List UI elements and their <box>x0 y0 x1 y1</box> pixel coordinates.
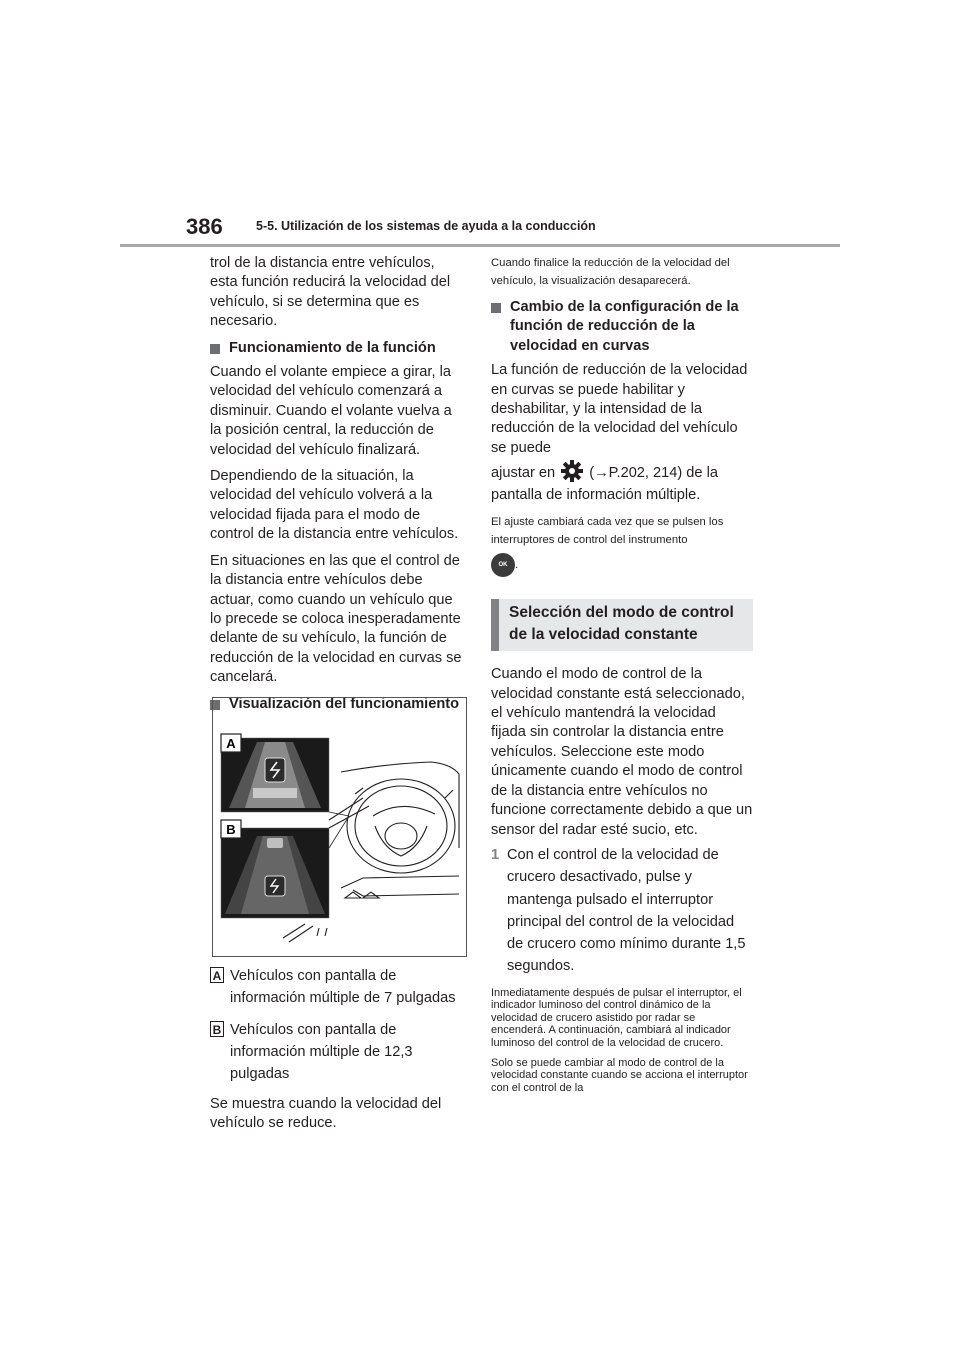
subheading-settings-text: Cambio de la configuración de la función de reducción de la velocidad en curvas <box>510 299 739 354</box>
legend-text-b: Vehículos con pantalla de información múltiple de 12,3 pulgadas <box>230 1022 413 1082</box>
legend-item-b <box>210 1019 466 1085</box>
display-panel-b <box>221 828 329 918</box>
header-rule <box>120 244 840 247</box>
operation-paragraph-3: En situaciones en las que el control de la distancia entre vehículos debe actuar, como cuando un vehículo que lo precede se coloca inesperadamente delante de su vehículo, la función de reducción de la velocidad en curvas se cancelará. <box>210 552 462 686</box>
section-heading-constant-speed: Selección del modo de control de la velocidad constante <box>491 599 753 651</box>
settings-paragraph: La función de reducción de la velocidad en curvas se puede habilitar y deshabilitar, y la intensidad de la reducción de la velocidad del vehículo se puede <box>491 362 748 456</box>
left-column <box>210 254 466 719</box>
step-1-text: Con el control de la velocidad de crucero desactivado, pulse y mantenga pulsado el interruptor principal del control de la velocidad de crucero como mínimo durante 1,5 segundos. <box>507 846 746 975</box>
settings-adjust-ref: (→P.202, 214) de la pantalla de información múltiple. <box>491 465 718 504</box>
step-1 <box>491 844 753 978</box>
section-title: 5-5. Utilización de los sistemas de ayuda a la conducción <box>256 219 596 233</box>
square-bullet-icon <box>491 303 501 313</box>
step-number: 1 <box>491 846 500 863</box>
settings-adjust-line <box>491 460 753 506</box>
subheading-operation-text: Funcionamiento de la función <box>229 339 436 356</box>
legend-tag-b: B <box>210 1021 224 1037</box>
ok-button-icon: OK <box>491 553 515 577</box>
square-bullet-icon <box>210 344 220 354</box>
gear-icon <box>561 460 583 482</box>
fine-note-1: Inmediatamente después de pulsar el interruptor, el indicador luminoso del control dinámico de la velocidad de crucero asistido por radar se encenderá. A continuación, cambiará al indicador luminoso del control de la velocidad de crucero. <box>491 986 742 1050</box>
legend-item-a <box>210 965 466 1009</box>
legend-text-a: Vehículos con pantalla de información múltiple de 7 pulgadas <box>230 968 456 1006</box>
note-end-of-reduction: Cuando finalice la reducción de la velocidad del vehículo, la visualización desaparecerá. <box>491 257 730 287</box>
fine-note-2: Solo se puede cambiar al modo de control de la velocidad constante cuando se acciona el interruptor con el control de la <box>491 1056 748 1094</box>
ok-button-line <box>491 553 753 577</box>
legend-tag-a: A <box>210 967 224 983</box>
subheading-operation <box>210 339 466 358</box>
right-column <box>491 254 753 1101</box>
figure-label-b: B <box>226 822 236 837</box>
operation-paragraph-2: Dependiendo de la situación, la velocidad del vehículo volverá a la velocidad fijada para el modo de control de la distancia entre vehículos. <box>210 468 459 543</box>
display-closing-paragraph: Se muestra cuando la velocidad del vehículo se reduce. <box>210 1096 442 1132</box>
operation-display-figure <box>212 697 467 957</box>
operation-paragraph-1: Cuando el volante empiece a girar, la velocidad del vehículo comenzará a disminuir. Cuando el volante vuelva a la posición central, la reducción de velocidad del vehículo finalizará. <box>210 364 452 458</box>
dashboard-illustration <box>213 695 466 956</box>
constant-speed-paragraph: Cuando el modo de control de la velocidad constante está seleccionado, el vehículo mantendrá la velocidad fijada sin controlar la distancia entre vehículos. Seleccione este modo únicamente cuando el modo de control de la distancia entre vehículos no funcione correctamente debido a que un sensor del radar esté sucio, etc. <box>491 666 753 838</box>
figure-legend <box>210 965 466 1134</box>
note-end-period: . <box>515 559 519 572</box>
note-settings-change: El ajuste cambiará cada vez que se pulsen los interruptores de control del instrumento <box>491 516 724 547</box>
subheading-display-text: Visualización del funcionamiento <box>229 695 460 712</box>
intro-paragraph: trol de la distancia entre vehículos, esta función reducirá la velocidad del vehículo, si se determina que es necesario. <box>210 255 451 330</box>
page-number: 386 <box>186 214 223 239</box>
figure-label-a: A <box>226 736 236 751</box>
subheading-settings <box>491 298 753 356</box>
settings-adjust-text: ajustar en <box>491 465 556 482</box>
